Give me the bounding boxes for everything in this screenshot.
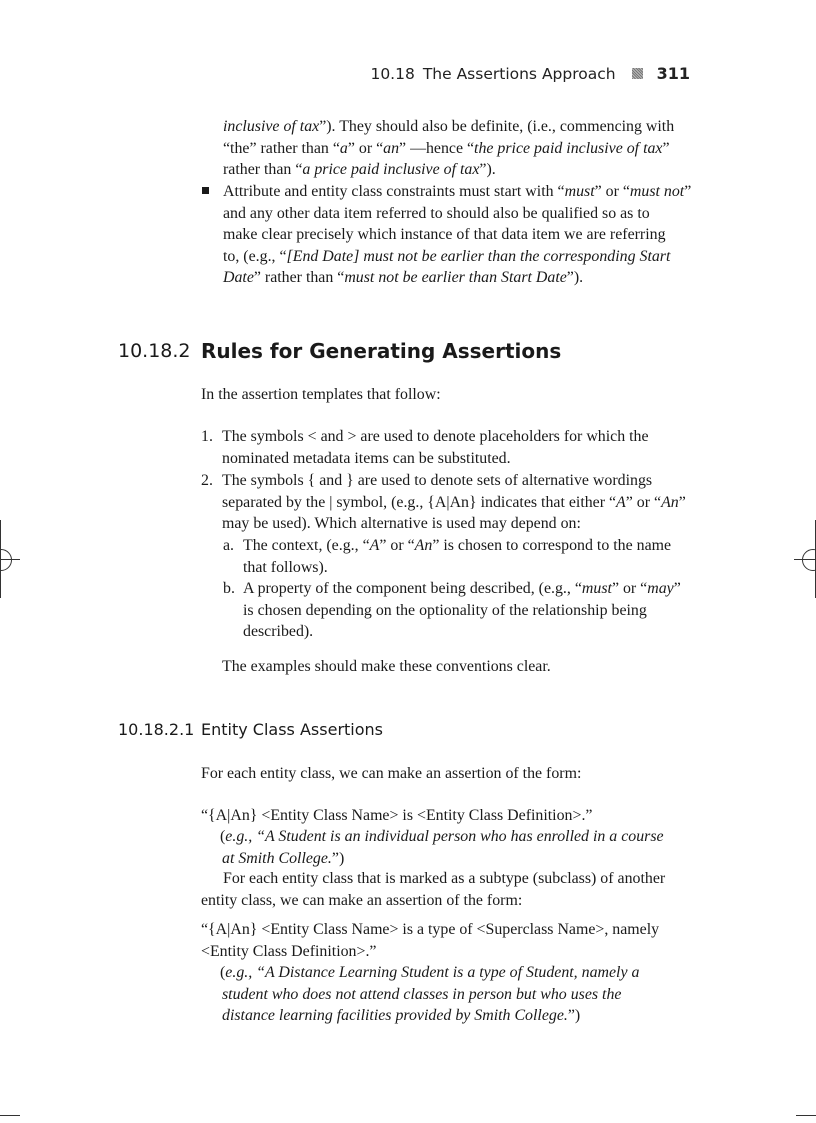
page-number: 311 [656,64,690,83]
list-item-2-line-1: The symbols { and } are used to denote sets of alternative wordings [222,472,653,489]
bullet-square-icon [202,187,209,194]
intro-line-3: rather than “a price paid inclusive of tax”). [223,161,496,179]
example-2-line-1: (e.g., “A Distance Learning Student is a type of Student, namely a [220,964,640,981]
entity-form-1: “{A|An} <Entity Class Name> is <Entity Class Definition>.” [201,807,593,824]
intro-line-1: inclusive of tax”). They should also be definite, (i.e., commencing with [223,118,675,135]
subitem-a-line-1: The context, (e.g., “A” or “An” is chosen to correspond to the name [243,537,672,554]
entity-form-2 [201,919,693,962]
header-section-number: 10.18 [370,64,415,83]
form-2-line-1: “{A|An} <Entity Class Name> is a type of <Superclass Name>, namely [201,921,660,938]
subsection-number: 10.18.2.1 [118,720,195,739]
example-2-line-3: distance learning facilities provided by Smith College.”) [222,1007,581,1025]
bullet-line-4: to, (e.g., “[End Date] must not be earlier than the corresponding Start [223,247,671,265]
list-item-2 [201,470,693,535]
bullet-line-3: make clear precisely which instance of that data item we are referring [223,226,666,244]
list-subitem-b [223,578,693,643]
list-item-1-line-2: nominated metadata items can be substituted. [222,449,511,467]
list-item-2-line-3: may be used). Which alternative is used may depend on: [222,515,581,533]
example-2-line-2: student who does not attend classes in person but who uses the [222,985,622,1003]
entity-example-2 [220,962,693,1027]
header-square-icon [632,68,643,79]
form-2-line-2: <Entity Class Definition>.” [201,942,377,960]
example-1-line-1: (e.g., “A Student is an individual person who has enrolled in a course [220,828,664,845]
crop-mark-bottom-right [796,1115,816,1116]
subitem-b-line-1: A property of the component being described, (e.g., “must” or “may” [243,580,681,597]
bullet-line-1: Attribute and entity class constraints must start with “must” or “must not” [223,183,692,200]
entity-paragraph-2 [201,868,693,911]
section-number: 10.18.2 [118,340,191,362]
running-header [370,64,690,83]
subitem-b-line-2: is chosen depending on the optionality of the relationship being [243,601,647,619]
subitem-a-line-2: that follows). [243,558,328,576]
list-item-1-line-1: The symbols < and > are used to denote placeholders for which the [222,428,649,445]
intro-line-2: “the” rather than “a” or “an” —hence “the price paid inclusive of tax” [223,139,670,157]
subitem-b-line-3: described). [243,623,314,641]
list-number-1: 1. [201,428,213,445]
registration-circle-right [802,549,816,571]
header-title: The Assertions Approach [422,64,616,83]
paragraph-2-line-2: entity class, we can make an assertion of the form: [201,891,523,909]
paragraph-2-line-1: For each entity class that is marked as a subtype (subclass) of another [223,870,666,887]
bullet-line-2: and any other data item referred to should also be qualified so as to [223,204,650,222]
entity-paragraph-1: For each entity class, we can make an assertion of the form: [201,765,582,782]
list-item-2-line-2: separated by the | symbol, (e.g., {A|An} indicates that either “A” or “An” [222,493,686,511]
subitem-mark-a: a. [223,537,235,554]
subitem-mark-b: b. [223,580,235,597]
list-item-1 [201,426,693,469]
list-number-2: 2. [201,472,213,489]
crop-mark-bottom-left [0,1115,20,1116]
registration-circle-left [0,549,12,571]
section-title: Rules for Generating Assertions [201,339,562,363]
intro-paragraph [223,116,693,181]
section-intro: In the assertion templates that follow: [201,386,441,403]
list-subitem-a [223,535,693,578]
constraint-bullet [223,181,693,289]
entity-example-1 [220,826,693,869]
bullet-line-5: Date” rather than “must not be earlier than Start Date”). [223,269,584,287]
subsection-title: Entity Class Assertions [201,720,383,739]
conventions-note: The examples should make these conventions clear. [222,658,551,675]
example-1-line-2: at Smith College.”) [222,849,345,867]
